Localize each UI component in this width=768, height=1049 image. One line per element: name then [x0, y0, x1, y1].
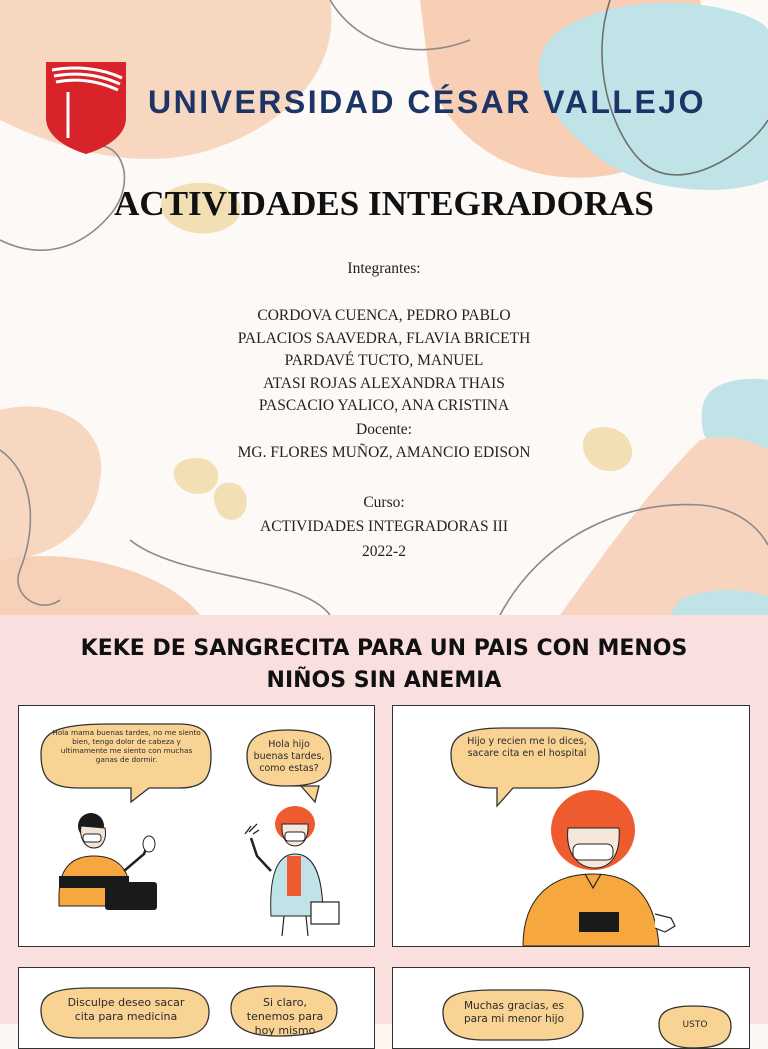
yellow-blob-center — [174, 458, 219, 494]
member-name: PARDAVÉ TUCTO, MANUEL — [284, 352, 484, 369]
peach-blob-bottom-left — [0, 556, 200, 615]
university-name: UNIVERSIDAD CÉSAR VALLEJO — [148, 84, 706, 120]
document-title: ACTIVIDADES INTEGRADORAS — [114, 184, 654, 223]
mother-closeup-illustration — [523, 790, 675, 946]
boy-character-illustration — [59, 813, 157, 910]
comic-panel — [392, 967, 750, 1049]
course-label: Curso: — [363, 494, 405, 511]
member-name: CORDOVA CUENCA, PEDRO PABLO — [257, 307, 511, 324]
speech-bubble-text: Hola hijo buenas tardes, como estas? — [253, 739, 325, 774]
comic-page — [0, 615, 768, 1037]
member-name: ATASI ROJAS ALEXANDRA THAIS — [263, 375, 505, 392]
comic-title-line: KEKE DE SANGRECITA PARA UN PAIS CON MENOS — [80, 636, 688, 661]
comic-panel — [18, 967, 375, 1049]
course-name: ACTIVIDADES INTEGRADORAS III — [260, 518, 508, 535]
members-label: Integrantes: — [347, 260, 421, 277]
member-name: PASCACIO YALICO, ANA CRISTINA — [258, 397, 510, 414]
comic-panel — [392, 705, 750, 947]
comic-title — [0, 633, 768, 697]
comic-title-line: NIÑOS SIN ANEMIA — [266, 668, 502, 693]
speech-bubble-text: Hijo y recien me lo dices, sacare cita en el hospital — [467, 736, 587, 759]
member-name: PALACIOS SAAVEDRA, FLAVIA BRICETH — [237, 330, 531, 347]
speech-bubble-text: Si claro, tenemos para hoy mismo — [246, 996, 324, 1037]
course-period: 2022-2 — [362, 543, 406, 560]
speech-bubble-text: Muchas gracias, es para mi menor hijo — [463, 1000, 564, 1026]
speech-bubble-text: Hola mama buenas tardes, no me siento bien, tengo dolor de cabeza y ultimamente me siento con muchas ganas de dormir. — [52, 728, 201, 765]
speech-bubble-text: Disculpe deseo sacar cita para medicina — [67, 996, 185, 1023]
ucv-shield-icon — [46, 58, 126, 154]
speech-bubble-text: USTO — [682, 1020, 708, 1030]
comic-panel — [18, 705, 375, 947]
teacher-label: Docente: — [356, 421, 412, 438]
mother-character-illustration — [245, 806, 339, 936]
teacher-name: MG. FLORES MUÑOZ, AMANCIO EDISON — [237, 444, 531, 461]
